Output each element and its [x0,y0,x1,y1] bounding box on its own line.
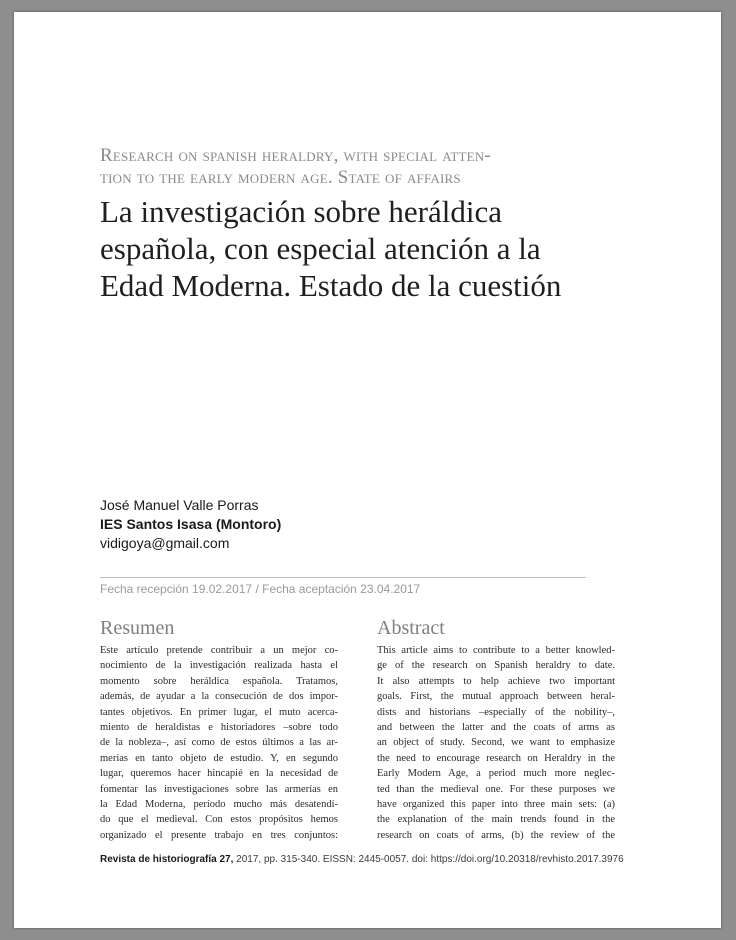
abstract-line: an object of study. Second, we want to emphasize [377,737,615,749]
author-email: vidigoya@gmail.com [100,535,230,551]
author-name: José Manuel Valle Porras [100,497,259,513]
resumen-body [100,643,338,843]
abstract-line: It also attempts to help achieve two important [377,675,615,687]
author-affiliation: IES Santos Isasa (Montoro) [100,516,282,532]
english-title [100,145,620,189]
abstract-body [377,643,615,843]
resumen-line: fomentar las investigaciones sobre las armerías en [100,783,338,795]
abstract-line: the explanation of the main trends found in the [377,814,615,826]
resumen-line: Este artículo pretende contribuir a un mejor co- [100,645,338,656]
resumen-line: la Edad Moderna, período mucho más desatendi- [100,799,338,811]
abstract-line: the need to encourage research on Heraldry in the [377,752,615,764]
resumen-line: merías en tanto objeto de estudio. Y, en segundo [100,752,338,764]
spanish-title-line: española, con especial atención a la [100,231,541,266]
english-title-line: tion to the early modern age. State of affairs [100,167,461,188]
spanish-title-line: La investigación sobre heráldica [100,194,502,229]
abstract-line: This article aims to contribute to a better knowled- [377,645,615,656]
resumen-line: momento sobre heráldica española. Tratamos, [100,675,338,687]
abstract-line: Early Modern Age, a period much more neglec- [377,768,615,780]
resumen-line: lugar, queremos hacer hincapié en la necesidad de [100,768,338,780]
divider [100,577,586,578]
resumen-section [100,616,338,843]
resumen-line: de la nobleza–, así como de estos últimos a las ar- [100,737,338,749]
journal-name: Revista de historiografía 27, [100,854,234,865]
resumen-heading: Resumen [100,617,175,639]
resumen-line: organizado el presente trabajo en tres conjuntos: [100,829,338,841]
author-block [100,496,500,553]
abstract-line: research on coats of arms, (b) the review of the [377,829,615,841]
resumen-line: nocimiento de la investigación realizada hasta el [100,660,338,672]
abstract-line: ted than the medieval one. For these purposes we [377,783,615,795]
submission-dates: Fecha recepción 19.02.2017 / Fecha aceptación 23.04.2017 [100,582,421,596]
resumen-line: tantes objetivos. En primer lugar, el muto acerca- [100,706,338,718]
abstract-line: goals. First, the mutual approach between heral- [377,691,615,703]
spanish-title [100,193,680,304]
english-title-line: Research on spanish heraldry, with special atten- [100,145,491,166]
abstract-line: have organized this paper into three main sets: (a) [377,799,615,811]
abstract-heading: Abstract [377,617,445,639]
abstract-section [377,616,615,843]
citation-details: 2017, pp. 315-340. EISSN: 2445-0057. doi: https://doi.org/10.20318/revhisto.2017.3976 [233,854,624,865]
resumen-line: do que el medieval. Con estos propósitos hemos [100,814,338,826]
abstract-line: ge of the research on Spanish heraldry to date. [377,660,615,672]
resumen-line: además, de ayudar a la consecución de dos impor- [100,691,338,703]
spanish-title-line: Edad Moderna. Estado de la cuestión [100,268,562,303]
abstract-line: dists and historians –especially of the nobility–, [377,706,615,718]
document-page [14,12,721,928]
abstract-line: and between the latter and the coats of arms as [377,722,615,734]
resumen-line: miento de heraldistas e historiadores –sobre todo [100,722,338,734]
citation-footer [100,853,660,867]
